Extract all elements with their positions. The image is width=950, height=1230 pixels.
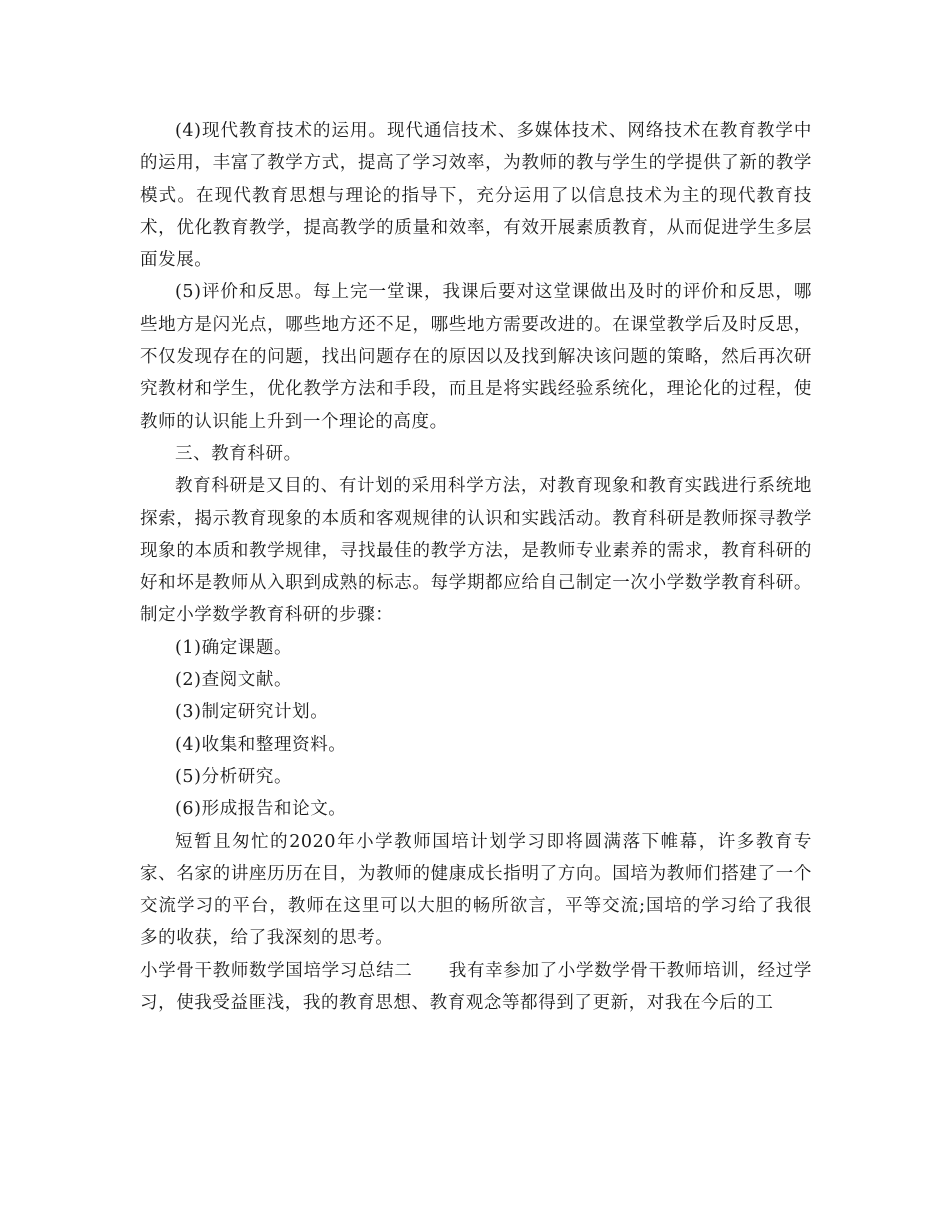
second-article-paragraph — [140, 955, 812, 1020]
paragraph-education-research-intro: 教育科研是又目的、有计划的采用科学方法，对教育现象和教育实践进行系统地探索，揭示教育现象的本质和客观规律的认识和实践活动。教育科研是教师探寻教学现象的本质和教学规律，寻找最佳的教学方法，是教师专业素养的需求，教育科研的好和坏是教师从入职到成熟的标志。每学期都应给自己制定一次小学数学教育科研。制定小学数学教育科研的步骤： — [140, 476, 812, 626]
paragraph-evaluation-and-reflection: (5)评价和反思。每上完一堂课，我课后要对这堂课做出及时的评价和反思，哪些地方是闪光点，哪些地方还不足，哪些地方需要改进的。在课堂教学后及时反思，不仅发现存在的问题，找出问题存在的原因以及找到解决该问题的策略，然后再次研究教材和学生，优化教学方法和手段，而且是将实践经验系统化，理论化的过程，使教师的认识能上升到一个理论的高度。 — [140, 282, 812, 432]
research-step-item: (3)制定研究计划。 — [175, 702, 329, 723]
second-article-body: 我有幸参加了小学数学骨干教师培训，经过学习，使我受益匪浅，我的教育思想、教育观念等都得到了更新，对我在今后的工 — [140, 960, 813, 1014]
research-step-item: (6)形成报告和论文。 — [175, 799, 347, 820]
document-body — [140, 115, 812, 1019]
second-article-title: 小学骨干教师数学国培学习总结二 — [140, 960, 413, 981]
section-heading-education-research: 三、教育科研。 — [175, 443, 302, 464]
research-step-item: (2)查阅文献。 — [175, 670, 293, 691]
research-step-item: (4)收集和整理资料。 — [175, 734, 347, 755]
paragraph-conclusion: 短暂且匆忙的2020年小学教师国培计划学习即将圆满落下帷幕，许多教育专家、名家的讲座历历在目，为教师的健康成长指明了方向。国培为教师们搭建了一个交流学习的平台，教师在这里可以大胆的畅所欲言，平等交流;国培的学习给了我很多的收获，给了我深刻的思考。 — [140, 831, 812, 949]
title-gap — [412, 961, 448, 981]
research-step-item: (5)分析研究。 — [175, 766, 293, 787]
paragraph-modern-education-technology: (4)现代教育技术的运用。现代通信技术、多媒体技术、网络技术在教育教学中的运用，丰富了教学方式，提高了学习效率，为教师的教与学生的学提供了新的教学模式。在现代教育思想与理论的指导下，充分运用了以信息技术为主的现代教育技术，优化教育教学，提高教学的质量和效率，有效开展素质教育，从而促进学生多层面发展。 — [140, 121, 812, 271]
research-step-item: (1)确定课题。 — [175, 637, 293, 658]
